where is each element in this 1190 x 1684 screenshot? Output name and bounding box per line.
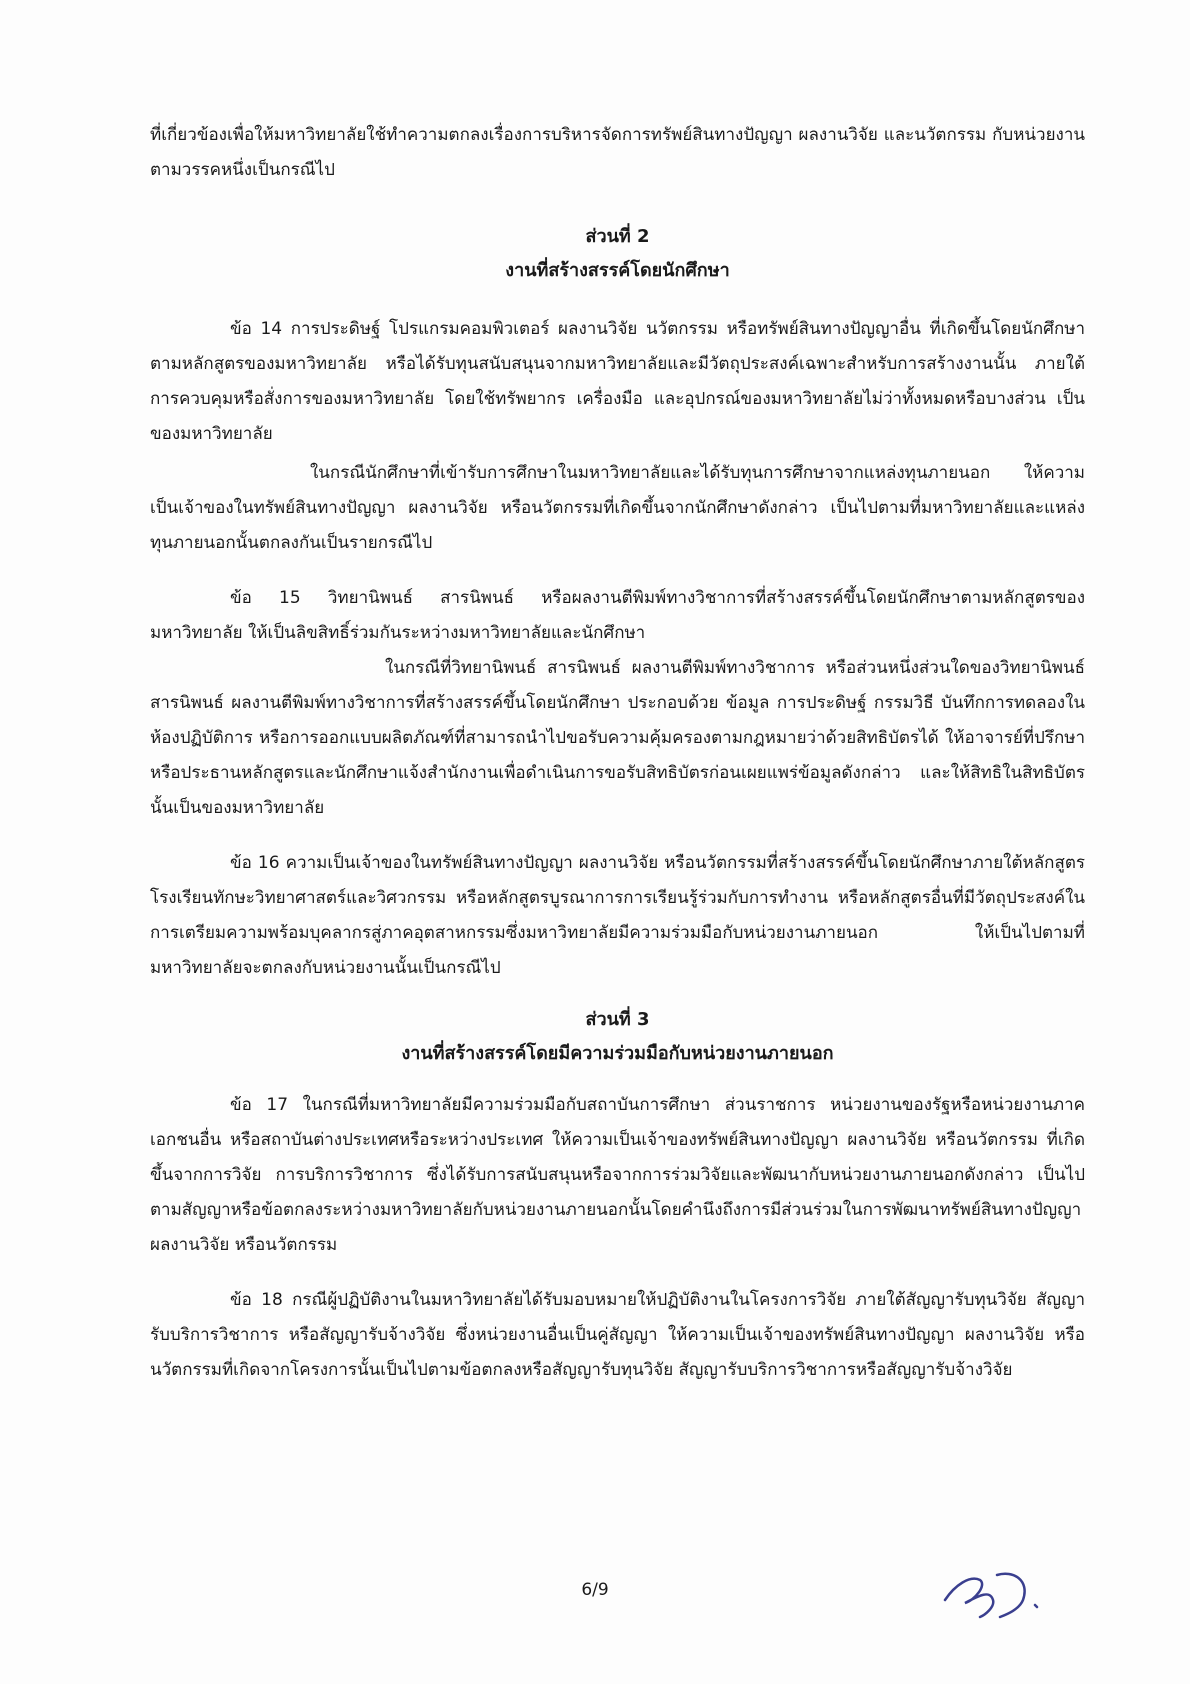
section-2-body: [150, 312, 1085, 986]
section-2-title: ส่วนที่ 2: [585, 226, 650, 247]
clause-18: ข้อ 18 กรณีผู้ปฏิบัติงานในมหาวิทยาลัยได้รับมอบหมายให้ปฏิบัติงานในโครงการวิจัย ภายใต้สัญญารับทุนวิจัย สัญญารับบริการวิชาการ หรือสัญญารับจ้างวิจัย ซึ่งหน่วยงานอื่นเป็นคู่สัญญา ให้ความเป็นเจ้าของทรัพย์สินทางปัญญา ผลงานวิจัย หรือนวัตกรรมที่เกิดจากโครงการนั้นเป็นไปตามข้อตกลงหรือสัญญารับทุนวิจัย สัญญารับบริการวิชาการหรือสัญญารับจ้างวิจัย: [150, 1290, 1085, 1380]
clause-14-paragraph-2: ในกรณีนักศึกษาที่เข้ารับการศึกษาในมหาวิทยาลัยและได้รับทุนการศึกษาจากแหล่งทุนภายนอก ให้ความเป็นเจ้าของในทรัพย์สินทางปัญญา ผลงานวิจัย หรือนวัตกรรมที่เกิดขึ้นจากนักศึกษาดังกล่าว เป็นไปตามที่มหาวิทยาลัยและแหล่งทุนภายนอกนั้นตกลงกันเป็นรายกรณีไป: [150, 463, 1085, 553]
section-3-subtitle: งานที่สร้างสรรค์โดยมีความร่วมมือกับหน่วยงานภายนอก: [401, 1043, 834, 1064]
signature-icon: [935, 1545, 1075, 1625]
clause-15: ข้อ 15 วิทยานิพนธ์ สารนิพนธ์ หรือผลงานตีพิมพ์ทางวิชาการที่สร้างสรรค์ขึ้นโดยนักศึกษาตามหลักสูตรของมหาวิทยาลัย ให้เป็นลิขสิทธิ์ร่วมกันระหว่างมหาวิทยาลัยและนักศึกษา: [150, 588, 1085, 643]
clause-17: ข้อ 17 ในกรณีที่มหาวิทยาลัยมีความร่วมมือกับสถาบันการศึกษา ส่วนราชการ หน่วยงานของรัฐหรือหน่วยงานภาคเอกชนอื่น หรือสถาบันต่างประเทศหรือระหว่างประเทศ ให้ความเป็นเจ้าของทรัพย์สินทางปัญญา ผลงานวิจัย หรือนวัตกรรม ที่เกิดขึ้นจากการวิจัย การบริการวิชาการ ซึ่งได้รับการสนับสนุนหรือจากการร่วมวิจัยและพัฒนากับหน่วยงานภายนอกดังกล่าว เป็นไปตามสัญญาหรือข้อตกลงระหว่างมหาวิทยาลัยกับหน่วยงานภายนอกนั้นโดยคำนึงถึงการมีส่วนร่วมในการพัฒนาทรัพย์สินทางปัญญา ผลงานวิจัย หรือนวัตกรรม: [150, 1095, 1085, 1255]
section-3-body: [150, 1088, 1085, 1388]
page-number: 6/9: [581, 1580, 609, 1600]
section-2-heading: [150, 220, 1085, 288]
section-2-subtitle: งานที่สร้างสรรค์โดยนักศึกษา: [505, 260, 730, 281]
intro-paragraph: [150, 118, 1085, 188]
clause-14: ข้อ 14 การประดิษฐ์ โปรแกรมคอมพิวเตอร์ ผลงานวิจัย นวัตกรรม หรือทรัพย์สินทางปัญญาอื่น ที่เกิดขึ้นโดยนักศึกษาตามหลักสูตรของมหาวิทยาลัย หรือได้รับทุนสนับสนุนจากมหาวิทยาลัยและมีวัตถุประสงค์เฉพาะสำหรับการสร้างงานนั้น ภายใต้การควบคุมหรือสั่งการของมหาวิทยาลัย โดยใช้ทรัพยากร เครื่องมือ และอุปกรณ์ของมหาวิทยาลัยไม่ว่าทั้งหมดหรือบางส่วน เป็นของมหาวิทยาลัย: [150, 319, 1085, 444]
section-3-title: ส่วนที่ 3: [585, 1009, 650, 1030]
intro-text: ที่เกี่ยวข้องเพื่อให้มหาวิทยาลัยใช้ทำความตกลงเรื่องการบริหารจัดการทรัพย์สินทางปัญญา ผลงานวิจัย และนวัตกรรม กับหน่วยงานตามวรรคหนึ่งเป็นกรณีไป: [150, 125, 1085, 180]
section-3-heading: [150, 1003, 1085, 1071]
clause-16: ข้อ 16 ความเป็นเจ้าของในทรัพย์สินทางปัญญา ผลงานวิจัย หรือนวัตกรรมที่สร้างสรรค์ขึ้นโดยนักศึกษาภายใต้หลักสูตรโรงเรียนทักษะวิทยาศาสตร์และวิศวกรรม หรือหลักสูตรบูรณาการการเรียนรู้ร่วมกับการทำงาน หรือหลักสูตรอื่นที่มีวัตถุประสงค์ในการเตรียมความพร้อมบุคลากรสู่ภาคอุตสาหกรรมซึ่งมหาวิทยาลัยมีความร่วมมือกับหน่วยงานภายนอก ให้เป็นไปตามที่มหาวิทยาลัยจะตกลงกับหน่วยงานนั้นเป็นกรณีไป: [150, 853, 1085, 978]
clause-15-paragraph-2: ในกรณีที่วิทยานิพนธ์ สารนิพนธ์ ผลงานตีพิมพ์ทางวิชาการ หรือส่วนหนึ่งส่วนใดของวิทยานิพนธ์ สารนิพนธ์ ผลงานตีพิมพ์ทางวิชาการที่สร้างสรรค์ขึ้นโดยนักศึกษา ประกอบด้วย ข้อมูล การประดิษฐ์ กรรมวิธี บันทึกการทดลองในห้องปฏิบัติการ หรือการออกแบบผลิตภัณฑ์ที่สามารถนำไปขอรับความคุ้มครองตามกฎหมายว่าด้วยสิทธิบัตรได้ ให้อาจารย์ที่ปรึกษาหรือประธานหลักสูตรและนักศึกษาแจ้งสำนักงานเพื่อดำเนินการขอรับสิทธิบัตรก่อนเผยแพร่ข้อมูลดังกล่าว และให้สิทธิในสิทธิบัตรนั้นเป็นของมหาวิทยาลัย: [150, 658, 1085, 818]
